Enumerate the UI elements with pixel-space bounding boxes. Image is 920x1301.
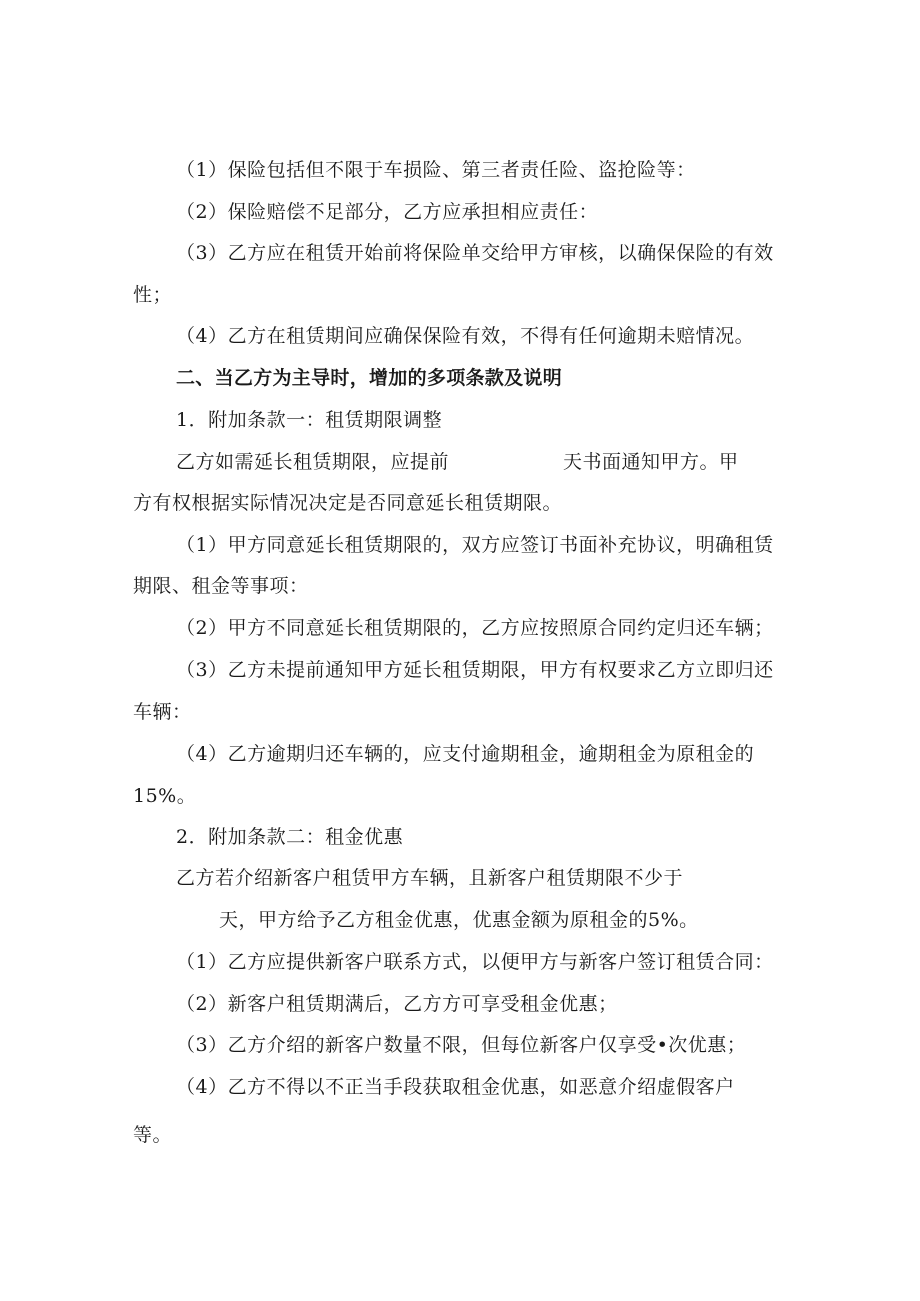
clause-1-intro-part-1: 乙方如需延长租赁期限，应提前 bbox=[176, 451, 450, 473]
insurance-item-3-line-2: 性； bbox=[133, 284, 173, 306]
clause-1-item-2: （2）甲方不同意延长租赁期限的，乙方应按照原合同约定归还车辆； bbox=[176, 617, 774, 639]
clause-2-item-4-line-1: （4）乙方不得以不正当手段获取租金优惠，如恶意介绍虚假客户 bbox=[176, 1076, 735, 1098]
clause-2-item-4-line-2: 等。 bbox=[133, 1124, 173, 1146]
clause-1-item-1-line-1: （1）甲方同意延长租赁期限的，双方应签订书面补充协议，明确租赁 bbox=[176, 534, 774, 556]
insurance-item-2: （2）保险赔偿不足部分，乙方应承担相应责任： bbox=[176, 201, 599, 223]
clause-2-title: 2．附加条款二：租金优惠 bbox=[176, 826, 404, 848]
insurance-item-1: （1）保险包括但不限于车损险、第三者责任险、盗抢险等： bbox=[176, 159, 696, 181]
clause-1-item-1-line-2: 期限、租金等事项： bbox=[133, 575, 309, 597]
clause-2-item-1: （1）乙方应提供新客户联系方式，以便甲方与新客户签订租赁合同： bbox=[176, 951, 774, 973]
clause-1-item-3-line-1: （3）乙方未提前通知甲方延长租赁期限，甲方有权要求乙方立即归还 bbox=[176, 659, 774, 681]
clause-2-item-2: （2）新客户租赁期满后，乙方方可享受租金优惠； bbox=[176, 993, 618, 1015]
insurance-item-4: （4）乙方在租赁期间应确保保险有效，不得有任何逾期未赔情况。 bbox=[176, 325, 755, 347]
clause-2-intro-line-1: 乙方若介绍新客户租赁甲方车辆，且新客户租赁期限不少于 bbox=[176, 867, 684, 889]
clause-1-item-4-line-1: （4）乙方逾期归还车辆的，应支付逾期租金，逾期租金为原租金的 bbox=[176, 743, 755, 765]
clause-2-item-3: （3）乙方介绍的新客户数量不限，但每位新客户仅享受•次优惠； bbox=[176, 1034, 747, 1056]
clause-1-title: 1．附加条款一：租赁期限调整 bbox=[176, 409, 443, 431]
clause-1-item-3-line-2: 车辆： bbox=[133, 701, 192, 723]
clause-1-intro-part-2: 天书面通知甲方。甲 bbox=[563, 451, 739, 473]
clause-1-intro-line-2: 方有权根据实际情况决定是否同意延长租赁期限。 bbox=[133, 492, 563, 514]
clause-2-intro-line-2: 天，甲方给予乙方租金优惠，优惠金额为原租金的5%。 bbox=[219, 909, 699, 931]
section-heading: 二、当乙方为主导时，增加的多项条款及说明 bbox=[176, 367, 563, 389]
clause-1-item-4-line-2: 15%。 bbox=[133, 785, 197, 807]
insurance-item-3-line-1: （3）乙方应在租赁开始前将保险单交给甲方审核，以确保保险的有效 bbox=[176, 242, 774, 264]
